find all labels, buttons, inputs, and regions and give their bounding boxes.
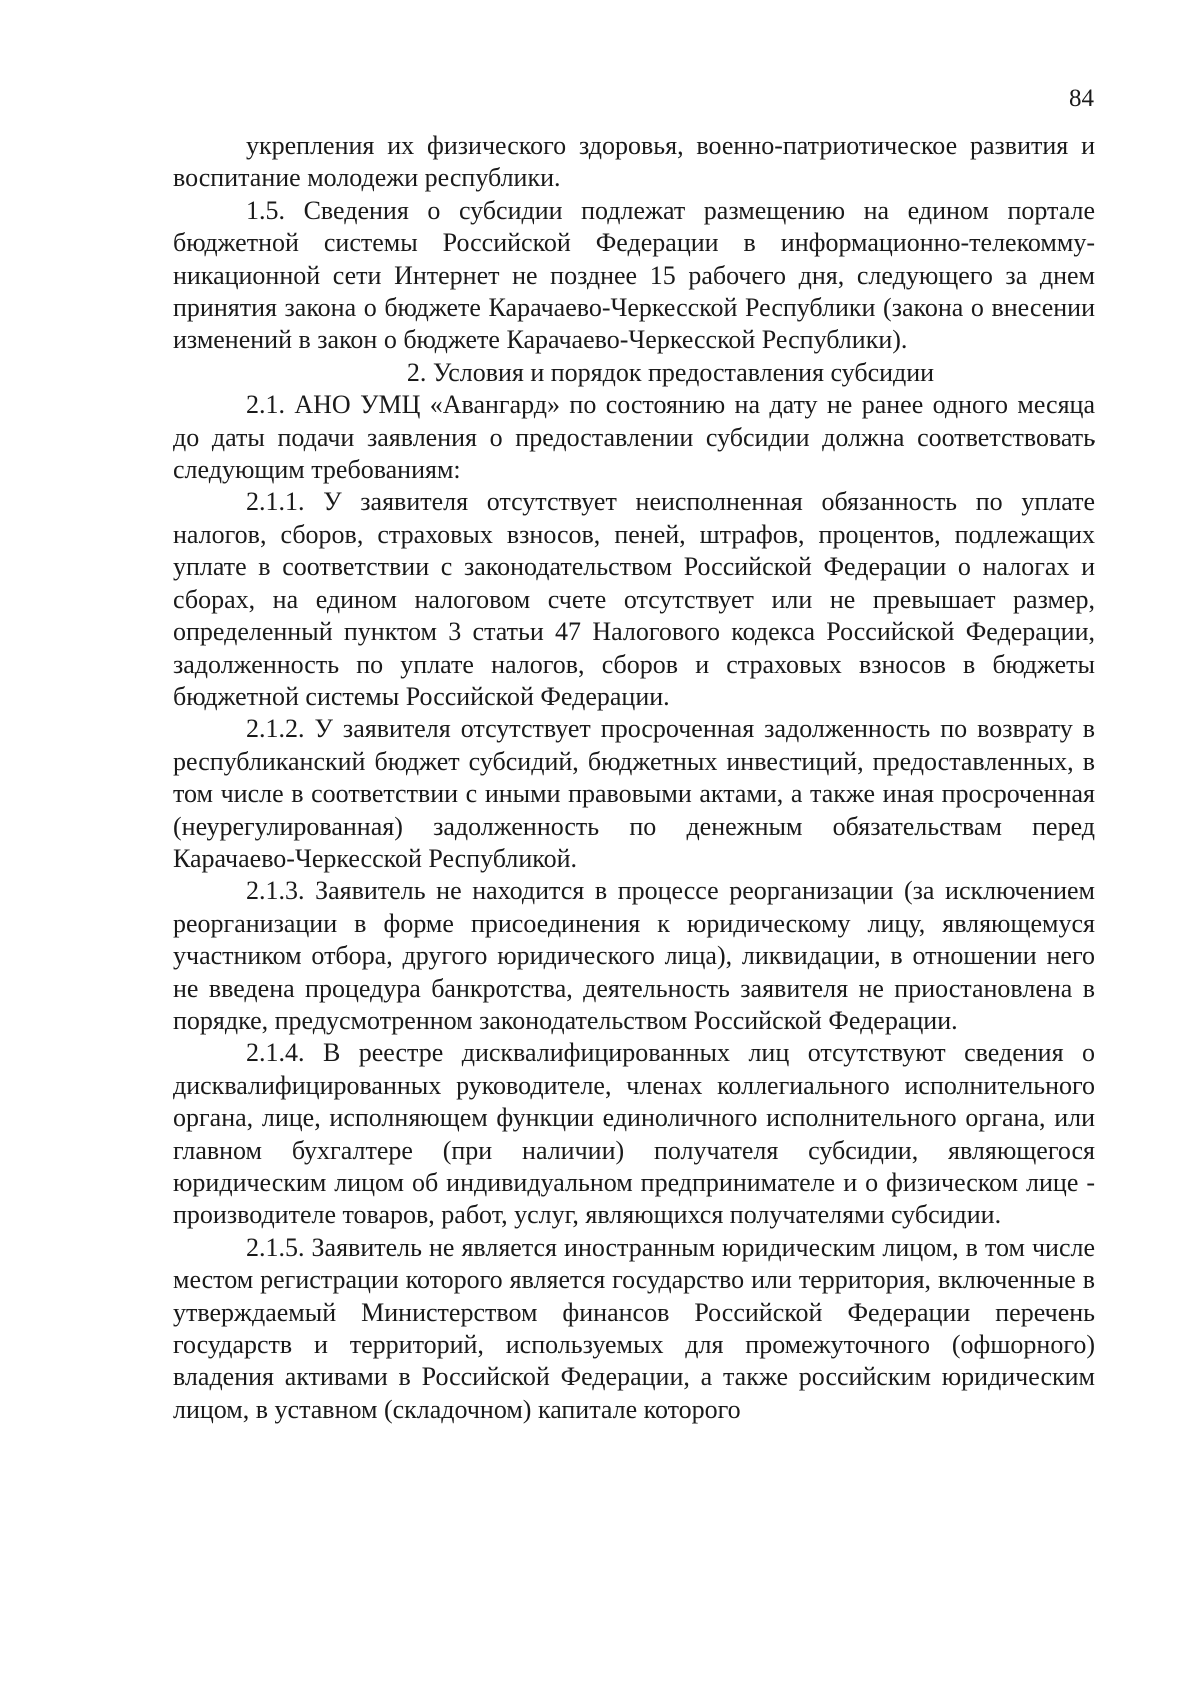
section-heading-2: 2. Условия и порядок предоставления субсидии: [406, 357, 935, 387]
paragraph-2-1: 2.1. АНО УМЦ «Авангард» по состоянию на дату не ранее одного месяца до даты подачи заявления о предоставлении субсидии должна соответствовать следующим требованиям:: [173, 390, 1095, 485]
document-body: [173, 130, 1095, 1426]
paragraph-2-1-5: 2.1.5. Заявитель не является иностранным юридическим лицом, в том числе местом регистрации которого является государство или территория, включенные в утверждаемый Министерством финансов Российской Федерации перечень государств и территорий, используемых для промежуточного (офшорного) владения активами в Российской Федерации, а также российским юридическим лицом, в уставном (складочном) капитале которого: [173, 1232, 1095, 1424]
paragraph-2-1-2: 2.1.2. У заявителя отсутствует просроченная задолженность по возврату в республиканский бюджет субсидий, бюджетных инвестиций, предоставленных, в том числе в соответствии с иными правовыми актами, а также иная просроченная (неурегулированная) задолженность по денежным обязательствам перед Карачаево-Черкесской Республикой.: [173, 714, 1095, 873]
paragraph-2-1-3: 2.1.3. Заявитель не находится в процессе реорганизации (за исключением реорганизации в форме присоединения к юридическому лицу, являющемуся участником отбора, другого юридического лица), ликвидации, в отношении него не введена процедура банкротства, деятельность заявителя не приостановлена в порядке, предусмотренном законодательством Российской Федерации.: [173, 876, 1095, 1035]
page-number: 84: [1069, 85, 1094, 112]
paragraph-intro-continuation: укрепления их физического здоровья, военно-патриотическое развития и воспитание молодежи республики.: [173, 131, 1095, 193]
paragraph-2-1-4: 2.1.4. В реестре дисквалифицированных лиц отсутствуют сведения о дисквалифицированных руководителе, членах коллегиального исполнительного органа, лице, исполняющем функции единоличного исполнительного органа, или главном бухгалтере (при наличии) получателя субсидии, являющегося юридическим лицом об индивидуальном предпринимателе и о физическом лице - производителе товаров, работ, услуг, являющихся получателями субсидии.: [173, 1038, 1095, 1230]
paragraph-2-1-1: 2.1.1. У заявителя отсутствует неисполненная обязанность по уплате налогов, сборов, страховых взносов, пеней, штрафов, процентов, подлежащих уплате в соответствии с законодательством Российской Федерации о налогах и сборах, на едином налоговом счете отсутствует или не превышает размер, определенный пунктом 3 статьи 47 Налогового кодекса Российской Федерации, задолженность по уплате налогов, сборов и страховых взносов в бюджеты бюджетной системы Российской Федерации.: [173, 487, 1095, 711]
paragraph-1-5: 1.5. Сведения о субсидии подлежат размещению на едином портале бюджетной системы Российской Федерации в информационно-телекоммуникационной сети Интернет не позднее 15 рабочего дня, следующего за днем принятия закона о бюджете Карачаево-Черкесской Республики (закона о внесении изменений в закон о бюджете Карачаево-Черкесской Республики).: [173, 195, 1095, 355]
